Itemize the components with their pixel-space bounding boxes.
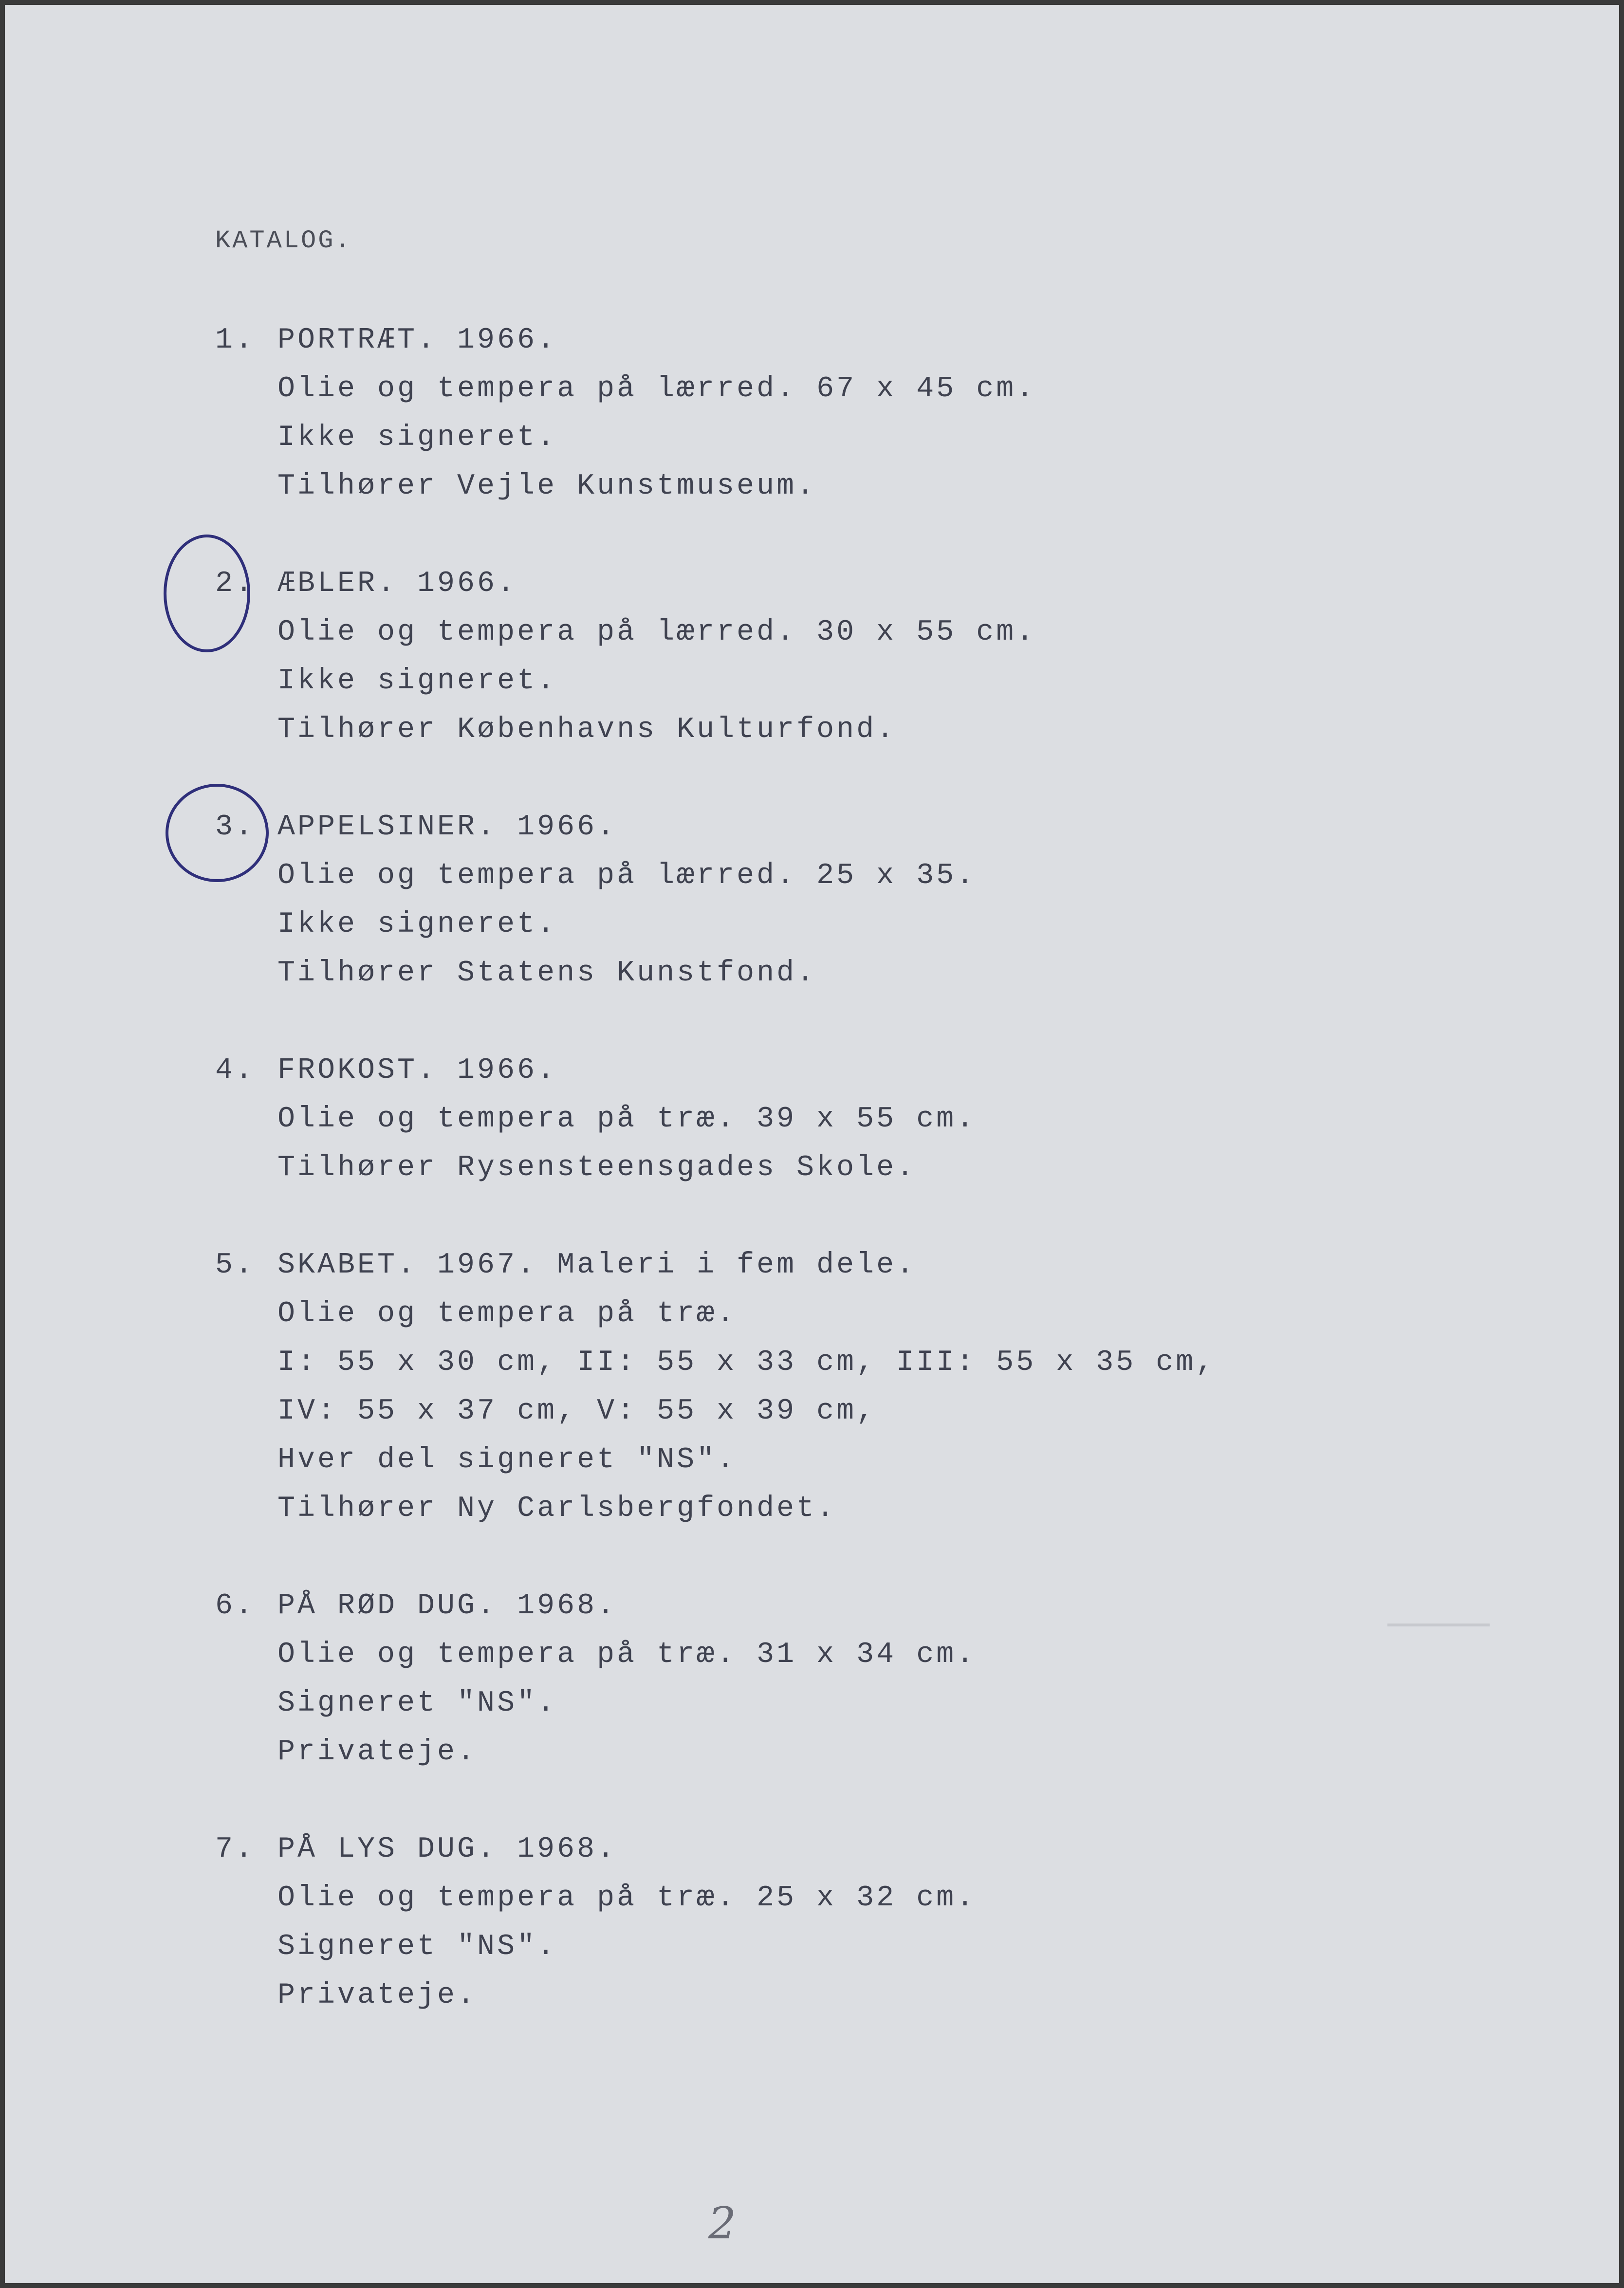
entry-owner: Privateje. bbox=[277, 1735, 478, 1769]
entry-dimensions: IV: 55 x 37 cm, V: 55 x 39 cm, bbox=[277, 1395, 877, 1428]
entry-title: APPELSINER. 1966. bbox=[277, 811, 617, 844]
catalog-heading: KATALOG. bbox=[215, 226, 352, 255]
entry-title: PÅ LYS DUG. 1968. bbox=[277, 1833, 617, 1866]
entry-owner: Tilhører Statens Kunstfond. bbox=[277, 957, 817, 990]
entry-title: ÆBLER. 1966. bbox=[277, 567, 517, 600]
entry-signature: Ikke signeret. bbox=[277, 664, 557, 698]
entry-signature: Ikke signeret. bbox=[277, 908, 557, 941]
document-page bbox=[5, 5, 1619, 2283]
entry-number: 5. bbox=[215, 1249, 256, 1282]
paper-smudge bbox=[1387, 1624, 1490, 1626]
entry-medium: Olie og tempera på træ. bbox=[277, 1297, 737, 1330]
entry-title: FROKOST. 1966. bbox=[277, 1054, 557, 1087]
entry-dimensions: I: 55 x 30 cm, II: 55 x 33 cm, III: 55 x 35 cm, bbox=[277, 1346, 1216, 1379]
page-number: 2 bbox=[708, 2198, 737, 2249]
entry-number: 4. bbox=[215, 1054, 256, 1087]
entry-signature: Ikke signeret. bbox=[277, 421, 557, 454]
entry-signature: Signeret "NS". bbox=[277, 1930, 557, 1963]
entry-owner: Tilhører Vejle Kunstmuseum. bbox=[277, 470, 817, 503]
entry-medium: Olie og tempera på træ. 25 x 32 cm. bbox=[277, 1882, 977, 1915]
entry-number: 2. bbox=[215, 567, 256, 600]
entry-signature: Signeret "NS". bbox=[277, 1687, 557, 1720]
entry-owner: Privateje. bbox=[277, 1979, 478, 2012]
entry-number: 6. bbox=[215, 1589, 256, 1623]
entry-signature: Hver del signeret "NS". bbox=[277, 1443, 737, 1476]
entry-medium: Olie og tempera på træ. 39 x 55 cm. bbox=[277, 1103, 977, 1136]
entry-medium: Olie og tempera på lærred. 30 x 55 cm. bbox=[277, 616, 1036, 649]
entry-owner: Tilhører Københavns Kulturfond. bbox=[277, 713, 897, 746]
entry-number: 1. bbox=[215, 324, 256, 357]
entry-medium: Olie og tempera på lærred. 25 x 35. bbox=[277, 859, 977, 892]
entry-owner: Tilhører Rysensteensgades Skole. bbox=[277, 1151, 917, 1184]
entry-number: 7. bbox=[215, 1833, 256, 1866]
entry-number: 3. bbox=[215, 811, 256, 844]
entry-medium: Olie og tempera på lærred. 67 x 45 cm. bbox=[277, 372, 1036, 406]
entry-owner: Tilhører Ny Carlsbergfondet. bbox=[277, 1492, 837, 1525]
entry-title: SKABET. 1967. Maleri i fem dele. bbox=[277, 1249, 917, 1282]
entry-medium: Olie og tempera på træ. 31 x 34 cm. bbox=[277, 1638, 977, 1671]
entry-title: PÅ RØD DUG. 1968. bbox=[277, 1589, 617, 1623]
entry-title: PORTRÆT. 1966. bbox=[277, 324, 557, 357]
